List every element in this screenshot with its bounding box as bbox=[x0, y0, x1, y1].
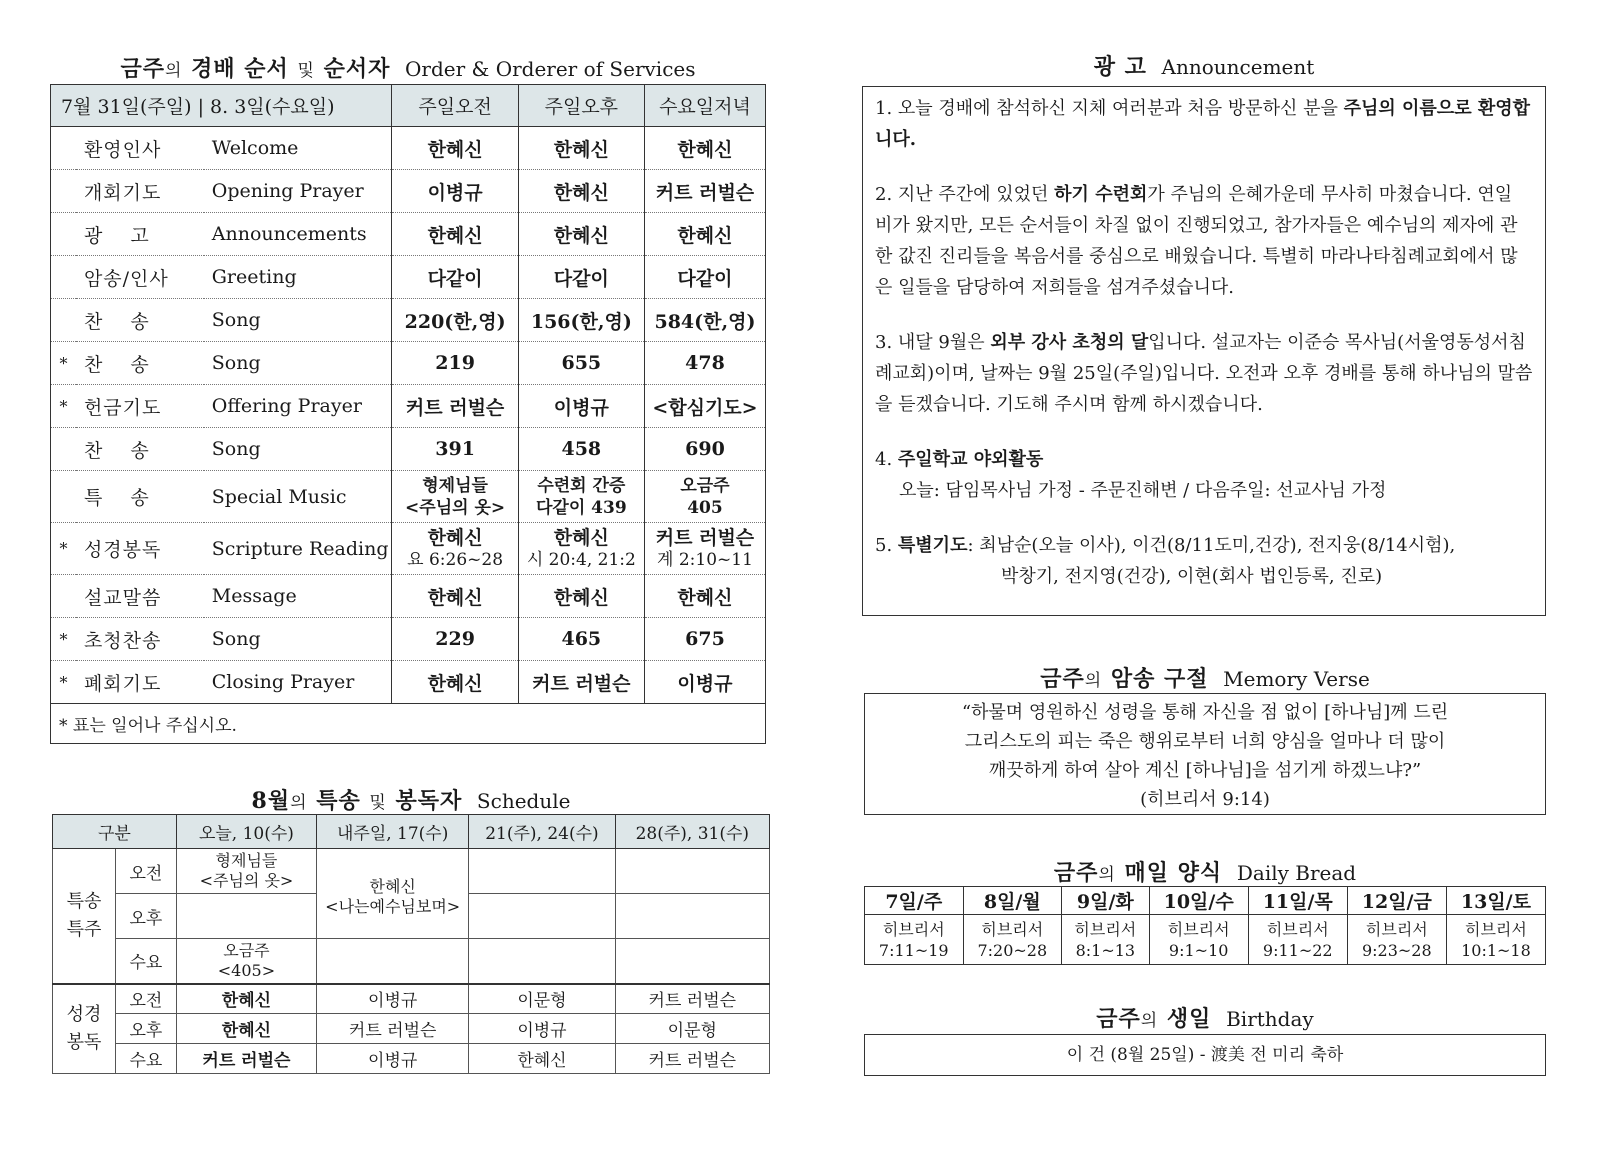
stand-mark bbox=[51, 256, 76, 299]
text: 가 주님의 은혜가운데 무사히 마쳤습니다. 연일 비가 왔지만, 모든 순서들이 차질 없이 진행되었고, 참가자들은 예수님의 제자에 관한 값진 진리들을 복음서를 중심으로 배웠습니다. 특별히 마라나타침례교회에서 많은 일들을 담당하여 저희들을 섬겨주셨습니다. bbox=[875, 184, 1518, 298]
table-row bbox=[51, 575, 766, 618]
item-en: Announcements bbox=[204, 213, 392, 256]
reading-ref bbox=[1248, 915, 1347, 965]
item-kr: 헌금기도 bbox=[76, 385, 204, 428]
item-kr: 폐회기도 bbox=[76, 661, 204, 704]
title-part: 광 고 bbox=[1093, 54, 1147, 80]
services-title bbox=[50, 52, 766, 83]
cell bbox=[317, 939, 469, 984]
value: 391 bbox=[392, 428, 518, 471]
reading-ref bbox=[1062, 915, 1150, 965]
cell: 커트 러벌슨 bbox=[176, 1044, 316, 1074]
chapter: 8:1~13 bbox=[1075, 940, 1136, 960]
item-kr: 환영인사 bbox=[76, 127, 204, 170]
services-table bbox=[50, 84, 766, 744]
value: 다같이 bbox=[518, 256, 644, 299]
chapter: 9:11~22 bbox=[1262, 940, 1333, 960]
day: 12일/금 bbox=[1347, 887, 1446, 915]
text: 입니다. 설교자는 이준승 목사님(서울영동성서침례교회)이며, 날짜는 9월 25일(주일)입니다. 오전과 오후 경배를 통해 하나님의 말씀을 듣겠습니다. 기도해 주시며 함께 하시겠습니다. bbox=[875, 332, 1533, 415]
title-part: 금주 bbox=[1053, 860, 1099, 886]
title-part: 의 bbox=[1140, 1011, 1159, 1031]
cell bbox=[317, 849, 469, 939]
text: 4. bbox=[875, 449, 898, 470]
announcement-1 bbox=[875, 93, 1533, 155]
verse-line: 깨끗하게 하여 살아 계신 [하나님]을 섬기게 하겠느냐?” bbox=[988, 760, 1422, 781]
col-sunday-pm: 주일오후 bbox=[518, 85, 644, 127]
value: 한혜신 bbox=[392, 575, 518, 618]
title-part: 경배 순서 bbox=[191, 56, 289, 82]
cell bbox=[176, 849, 316, 894]
value-line: 한혜신 bbox=[427, 526, 483, 549]
title-part: 금주 bbox=[120, 56, 166, 82]
item-en: Welcome bbox=[204, 127, 392, 170]
book: 히브리서 bbox=[1266, 919, 1329, 939]
group-special bbox=[53, 849, 116, 984]
stand-mark bbox=[51, 575, 76, 618]
text: 박창기, 전지영(건강), 이현(회사 법인등록, 진로) bbox=[1001, 566, 1383, 587]
book: 히브리서 bbox=[1167, 919, 1230, 939]
cell bbox=[176, 894, 316, 939]
cell: 이병규 bbox=[317, 984, 469, 1014]
cell-line: <주님의 옷> bbox=[199, 871, 294, 890]
reading-ref bbox=[1149, 915, 1248, 965]
item-en: Special Music bbox=[204, 471, 392, 523]
value: 한혜신 bbox=[644, 575, 765, 618]
announcement-title bbox=[862, 50, 1546, 81]
item-kr: 성경봉독 bbox=[76, 523, 204, 575]
value: 156(한,영) bbox=[518, 299, 644, 342]
table-row bbox=[51, 213, 766, 256]
item-en: Song bbox=[204, 428, 392, 471]
services-header-row bbox=[51, 85, 766, 127]
value: 229 bbox=[392, 618, 518, 661]
cell: 이문형 bbox=[615, 1014, 769, 1044]
text: 오늘: 담임목사님 가정 - 주문진해변 / 다음주일: 선교사님 가정 bbox=[899, 480, 1387, 501]
cell-line: 형제님들 bbox=[215, 851, 278, 870]
footnote: * 표는 일어나 주십시오. bbox=[51, 704, 766, 744]
title-part: 금주 bbox=[1096, 1006, 1141, 1032]
title-part: 순서자 bbox=[323, 56, 391, 82]
verse-reference: (히브리서 9:14) bbox=[1140, 789, 1270, 810]
item-kr: 찬 송 bbox=[76, 428, 204, 471]
cell bbox=[469, 849, 615, 894]
text: 3. 내달 9월은 bbox=[875, 332, 991, 353]
cell-line: <405> bbox=[217, 960, 276, 980]
value-line: 수련회 간증 bbox=[537, 475, 626, 496]
cell bbox=[469, 939, 615, 984]
table-row bbox=[51, 170, 766, 213]
stand-mark bbox=[51, 299, 76, 342]
value: 커트 러벌슨 bbox=[518, 661, 644, 704]
value: <합심기도> bbox=[644, 385, 765, 428]
value: 478 bbox=[644, 342, 765, 385]
value-line: 오금주 bbox=[680, 475, 730, 496]
value: 465 bbox=[518, 618, 644, 661]
title-part: 의 bbox=[165, 61, 183, 81]
reading-ref bbox=[865, 915, 964, 965]
announcement-3 bbox=[875, 327, 1533, 420]
title-en: Schedule bbox=[476, 789, 571, 813]
cell: 한혜신 bbox=[469, 1044, 615, 1074]
value: 한혜신 bbox=[518, 127, 644, 170]
table-row bbox=[51, 428, 766, 471]
table-row bbox=[53, 939, 770, 984]
sub-label: 수요 bbox=[115, 1044, 176, 1074]
sub-label: 오전 bbox=[115, 984, 176, 1014]
col-week4: 28(주), 31(수) bbox=[615, 815, 769, 849]
stand-mark bbox=[51, 127, 76, 170]
title-part: 매일 양식 bbox=[1124, 860, 1223, 886]
day: 11일/목 bbox=[1248, 887, 1347, 915]
value: 한혜신 bbox=[644, 127, 765, 170]
table-row bbox=[51, 256, 766, 299]
daily-header-row bbox=[865, 887, 1546, 915]
table-row bbox=[51, 523, 766, 575]
date-header: 7월 31일(주일) | 8. 3일(수요일) bbox=[51, 85, 392, 127]
col-week3: 21(주), 24(수) bbox=[469, 815, 615, 849]
item-kr: 개회기도 bbox=[76, 170, 204, 213]
chapter: 7:11~19 bbox=[878, 940, 949, 960]
text: 1. 오늘 경배에 참석하신 지체 여러분과 처음 방문하신 분을 bbox=[875, 98, 1344, 119]
book: 히브리서 bbox=[1365, 919, 1428, 939]
day: 13일/토 bbox=[1446, 887, 1545, 915]
item-en: Opening Prayer bbox=[204, 170, 392, 213]
book: 히브리서 bbox=[882, 919, 945, 939]
value: 다같이 bbox=[392, 256, 518, 299]
value: 458 bbox=[518, 428, 644, 471]
item-en: Message bbox=[204, 575, 392, 618]
col-week1: 오늘, 10(수) bbox=[176, 815, 316, 849]
title-en: Memory Verse bbox=[1223, 667, 1370, 691]
cell: 한혜신 bbox=[176, 1014, 316, 1044]
cell: 한혜신 bbox=[176, 984, 316, 1014]
announcement-5 bbox=[875, 530, 1533, 592]
day: 9일/화 bbox=[1062, 887, 1150, 915]
value bbox=[392, 471, 518, 523]
sub-label: 오전 bbox=[115, 849, 176, 894]
book: 히브리서 bbox=[1074, 919, 1137, 939]
memory-title bbox=[864, 662, 1546, 693]
sub-label: 수요 bbox=[115, 939, 176, 984]
table-row bbox=[53, 1014, 770, 1044]
cell: 커트 러벌슨 bbox=[317, 1014, 469, 1044]
value: 다같이 bbox=[644, 256, 765, 299]
title-part: 의 bbox=[1084, 671, 1103, 691]
reading-ref bbox=[1446, 915, 1545, 965]
schedule-header-row bbox=[53, 815, 770, 849]
cell: 이병규 bbox=[317, 1044, 469, 1074]
item-en: Song bbox=[204, 342, 392, 385]
stand-mark: * bbox=[51, 618, 76, 661]
value: 한혜신 bbox=[518, 575, 644, 618]
item-kr: 찬 송 bbox=[76, 299, 204, 342]
value bbox=[518, 471, 644, 523]
stand-mark bbox=[51, 471, 76, 523]
value: 한혜신 bbox=[392, 213, 518, 256]
title-part: 봉독자 bbox=[395, 788, 463, 814]
table-row bbox=[51, 127, 766, 170]
text: 5. bbox=[875, 535, 898, 556]
announcement-2 bbox=[875, 179, 1533, 303]
announcement-4 bbox=[875, 444, 1533, 506]
cell-line: 한혜신 bbox=[369, 876, 416, 896]
cell bbox=[469, 894, 615, 939]
item-kr: 찬 송 bbox=[76, 342, 204, 385]
value: 커트 러벌슨 bbox=[644, 170, 765, 213]
table-row bbox=[53, 1044, 770, 1074]
cell bbox=[615, 849, 769, 894]
value-line: 형제님들 bbox=[422, 475, 488, 496]
schedule-table bbox=[52, 814, 770, 1074]
group-label: 성경 봉독 bbox=[66, 1003, 102, 1053]
book: 히브리서 bbox=[1465, 919, 1527, 939]
col-category: 구분 bbox=[53, 815, 177, 849]
title-en: Birthday bbox=[1226, 1007, 1314, 1031]
stand-mark: * bbox=[51, 342, 76, 385]
reading-ref bbox=[963, 915, 1062, 965]
day: 8일/월 bbox=[963, 887, 1062, 915]
text: 2. 지난 주간에 있었던 bbox=[875, 184, 1055, 205]
table-row bbox=[51, 471, 766, 523]
sub-label: 오후 bbox=[115, 1014, 176, 1044]
item-en: Song bbox=[204, 618, 392, 661]
item-kr: 초청찬송 bbox=[76, 618, 204, 661]
cell: 이문형 bbox=[469, 984, 615, 1014]
title-en: Daily Bread bbox=[1236, 861, 1357, 885]
text-bold: 하기 수련회 bbox=[1054, 184, 1148, 205]
group-reading bbox=[53, 984, 116, 1074]
value: 한혜신 bbox=[518, 213, 644, 256]
value-line: 요 6:26~28 bbox=[407, 549, 504, 570]
schedule-title bbox=[52, 784, 770, 815]
birthday-box: 이 건 (8월 25일) - 渡美 전 미리 축하 bbox=[864, 1034, 1546, 1076]
daily-bread-title bbox=[864, 856, 1546, 887]
item-kr: 특 송 bbox=[76, 471, 204, 523]
verse-line: 그리스도의 피는 죽은 행위로부터 너희 양심을 얼마나 더 많이 bbox=[964, 731, 1446, 752]
value: 한혜신 bbox=[392, 661, 518, 704]
cell bbox=[615, 894, 769, 939]
value-line: 한혜신 bbox=[553, 526, 609, 549]
stand-mark bbox=[51, 213, 76, 256]
value-line: <주님의 옷> bbox=[405, 497, 506, 518]
title-part: 및 bbox=[297, 61, 315, 81]
value: 220(한,영) bbox=[392, 299, 518, 342]
memory-verse-box bbox=[864, 693, 1546, 815]
value: 584(한,영) bbox=[644, 299, 765, 342]
value: 219 bbox=[392, 342, 518, 385]
cell: 커트 러벌슨 bbox=[615, 1044, 769, 1074]
chapter: 10:1~18 bbox=[1461, 940, 1531, 960]
value: 한혜신 bbox=[392, 127, 518, 170]
table-row bbox=[51, 342, 766, 385]
value: 이병규 bbox=[392, 170, 518, 213]
value-line: 다같이 439 bbox=[535, 497, 627, 518]
value: 675 bbox=[644, 618, 765, 661]
title-part: 의 bbox=[290, 793, 308, 813]
cell bbox=[176, 939, 316, 984]
table-row bbox=[53, 984, 770, 1014]
table-row bbox=[51, 661, 766, 704]
col-wed-eve: 수요일저녁 bbox=[644, 85, 765, 127]
value: 이병규 bbox=[644, 661, 765, 704]
text: : 최남순(오늘 이사), 이건(8/11도미,건강), 전지웅(8/14시험), bbox=[967, 535, 1456, 556]
daily-refs-row bbox=[865, 915, 1546, 965]
title-part: 특송 bbox=[316, 788, 361, 814]
text-bold: 주일학교 야외활동 bbox=[897, 449, 1044, 470]
value bbox=[644, 471, 765, 523]
value bbox=[392, 523, 518, 575]
value: 690 bbox=[644, 428, 765, 471]
birthday-title bbox=[864, 1002, 1546, 1033]
chapter: 9:23~28 bbox=[1361, 940, 1432, 960]
title-part: 8월 bbox=[251, 788, 291, 814]
stand-mark bbox=[51, 428, 76, 471]
cell-line: <나는예수님보며> bbox=[325, 896, 461, 916]
stand-mark: * bbox=[51, 661, 76, 704]
cell: 이병규 bbox=[469, 1014, 615, 1044]
item-kr: 설교말씀 bbox=[76, 575, 204, 618]
item-en: Offering Prayer bbox=[204, 385, 392, 428]
title-part: 및 bbox=[369, 793, 387, 813]
value-line: 커트 러벌슨 bbox=[655, 526, 755, 549]
day: 7일/주 bbox=[865, 887, 964, 915]
text-bold: 특별기도 bbox=[897, 535, 968, 556]
title-part: 생일 bbox=[1166, 1006, 1212, 1032]
text-bold: 외부 강사 초청의 달 bbox=[990, 332, 1149, 353]
value: 커트 러벌슨 bbox=[392, 385, 518, 428]
title-part: 의 bbox=[1098, 865, 1116, 885]
value: 655 bbox=[518, 342, 644, 385]
title-en: Announcement bbox=[1161, 55, 1315, 79]
sub-label: 오후 bbox=[115, 894, 176, 939]
title-en: Order & Orderer of Services bbox=[405, 57, 696, 81]
value: 한혜신 bbox=[644, 213, 765, 256]
value-line: 405 bbox=[687, 497, 723, 518]
stand-mark bbox=[51, 170, 76, 213]
item-kr: 암송/인사 bbox=[76, 256, 204, 299]
title-part: 금주 bbox=[1040, 666, 1085, 692]
item-en: Scripture Reading bbox=[204, 523, 392, 575]
stand-mark: * bbox=[51, 385, 76, 428]
footnote-row bbox=[51, 704, 766, 744]
chapter: 7:20~28 bbox=[977, 940, 1048, 960]
table-row bbox=[51, 299, 766, 342]
value bbox=[644, 523, 765, 575]
verse-line: “하물며 영원하신 성령을 통해 자신을 점 없이 [하나님]께 드린 bbox=[961, 702, 1449, 723]
item-en: Closing Prayer bbox=[204, 661, 392, 704]
chapter: 9:1~10 bbox=[1168, 940, 1229, 960]
title-part: 암송 구절 bbox=[1110, 666, 1209, 692]
table-row bbox=[53, 849, 770, 894]
table-row bbox=[51, 618, 766, 661]
text-bold: 주님의 이름으로 환영합니다. bbox=[875, 98, 1531, 150]
cell bbox=[615, 939, 769, 984]
daily-bread-table bbox=[864, 886, 1546, 965]
value bbox=[518, 523, 644, 575]
value-line: 계 2:10~11 bbox=[657, 549, 753, 570]
book: 히브리서 bbox=[981, 919, 1044, 939]
day: 10일/수 bbox=[1149, 887, 1248, 915]
col-week2: 내주일, 17(수) bbox=[317, 815, 469, 849]
item-en: Song bbox=[204, 299, 392, 342]
item-kr: 광 고 bbox=[76, 213, 204, 256]
item-en: Greeting bbox=[204, 256, 392, 299]
value-line: 시 20:4, 21:2 bbox=[526, 549, 636, 570]
reading-ref bbox=[1347, 915, 1446, 965]
announcement-box bbox=[862, 86, 1546, 616]
group-label: 특송 특주 bbox=[66, 890, 102, 940]
table-row bbox=[51, 385, 766, 428]
cell: 커트 러벌슨 bbox=[615, 984, 769, 1014]
value: 한혜신 bbox=[518, 170, 644, 213]
value: 이병규 bbox=[518, 385, 644, 428]
cell-line: 오금주 bbox=[223, 940, 270, 960]
col-sunday-am: 주일오전 bbox=[392, 85, 518, 127]
stand-mark: * bbox=[51, 523, 76, 575]
